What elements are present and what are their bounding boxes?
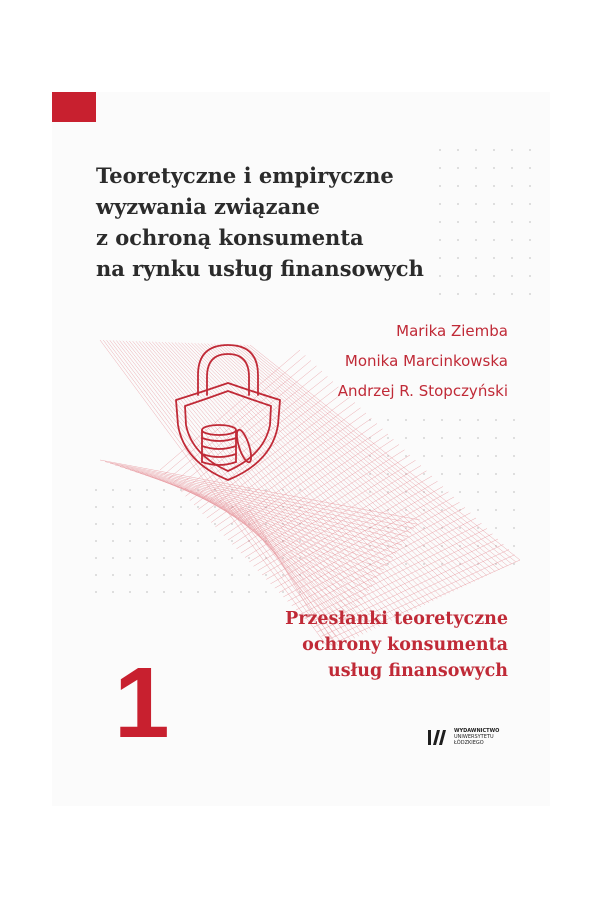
publisher-name bbox=[454, 728, 499, 746]
subtitle-line: ochrony konsumenta bbox=[302, 635, 508, 655]
publisher-name-line: ŁÓDZKIEGO bbox=[454, 740, 484, 746]
publisher-logo bbox=[428, 727, 499, 747]
publisher-name-line: WYDAWNICTWO bbox=[454, 728, 500, 734]
volume-number: 1 bbox=[114, 647, 170, 759]
title-line: Teoretyczne i empiryczne bbox=[96, 163, 394, 188]
author-list bbox=[338, 316, 508, 406]
title-line: z ochroną konsumenta bbox=[96, 225, 364, 250]
title-line: wyzwania związane bbox=[96, 194, 320, 219]
publisher-name-line: UNIWERSYTETU bbox=[454, 734, 494, 740]
publisher-logo-icon bbox=[428, 727, 448, 747]
accent-square bbox=[52, 92, 96, 122]
volume-subtitle bbox=[285, 606, 508, 684]
subtitle-line: usług finansowych bbox=[327, 661, 508, 681]
author-name: Marika Ziemba bbox=[396, 322, 508, 340]
book-title bbox=[96, 160, 496, 284]
title-line: na rynku usług finansowych bbox=[96, 256, 424, 281]
subtitle-line: Przesłanki teoretyczne bbox=[285, 609, 508, 629]
author-name: Monika Marcinkowska bbox=[344, 352, 508, 370]
author-name: Andrzej R. Stopczyński bbox=[337, 382, 508, 400]
